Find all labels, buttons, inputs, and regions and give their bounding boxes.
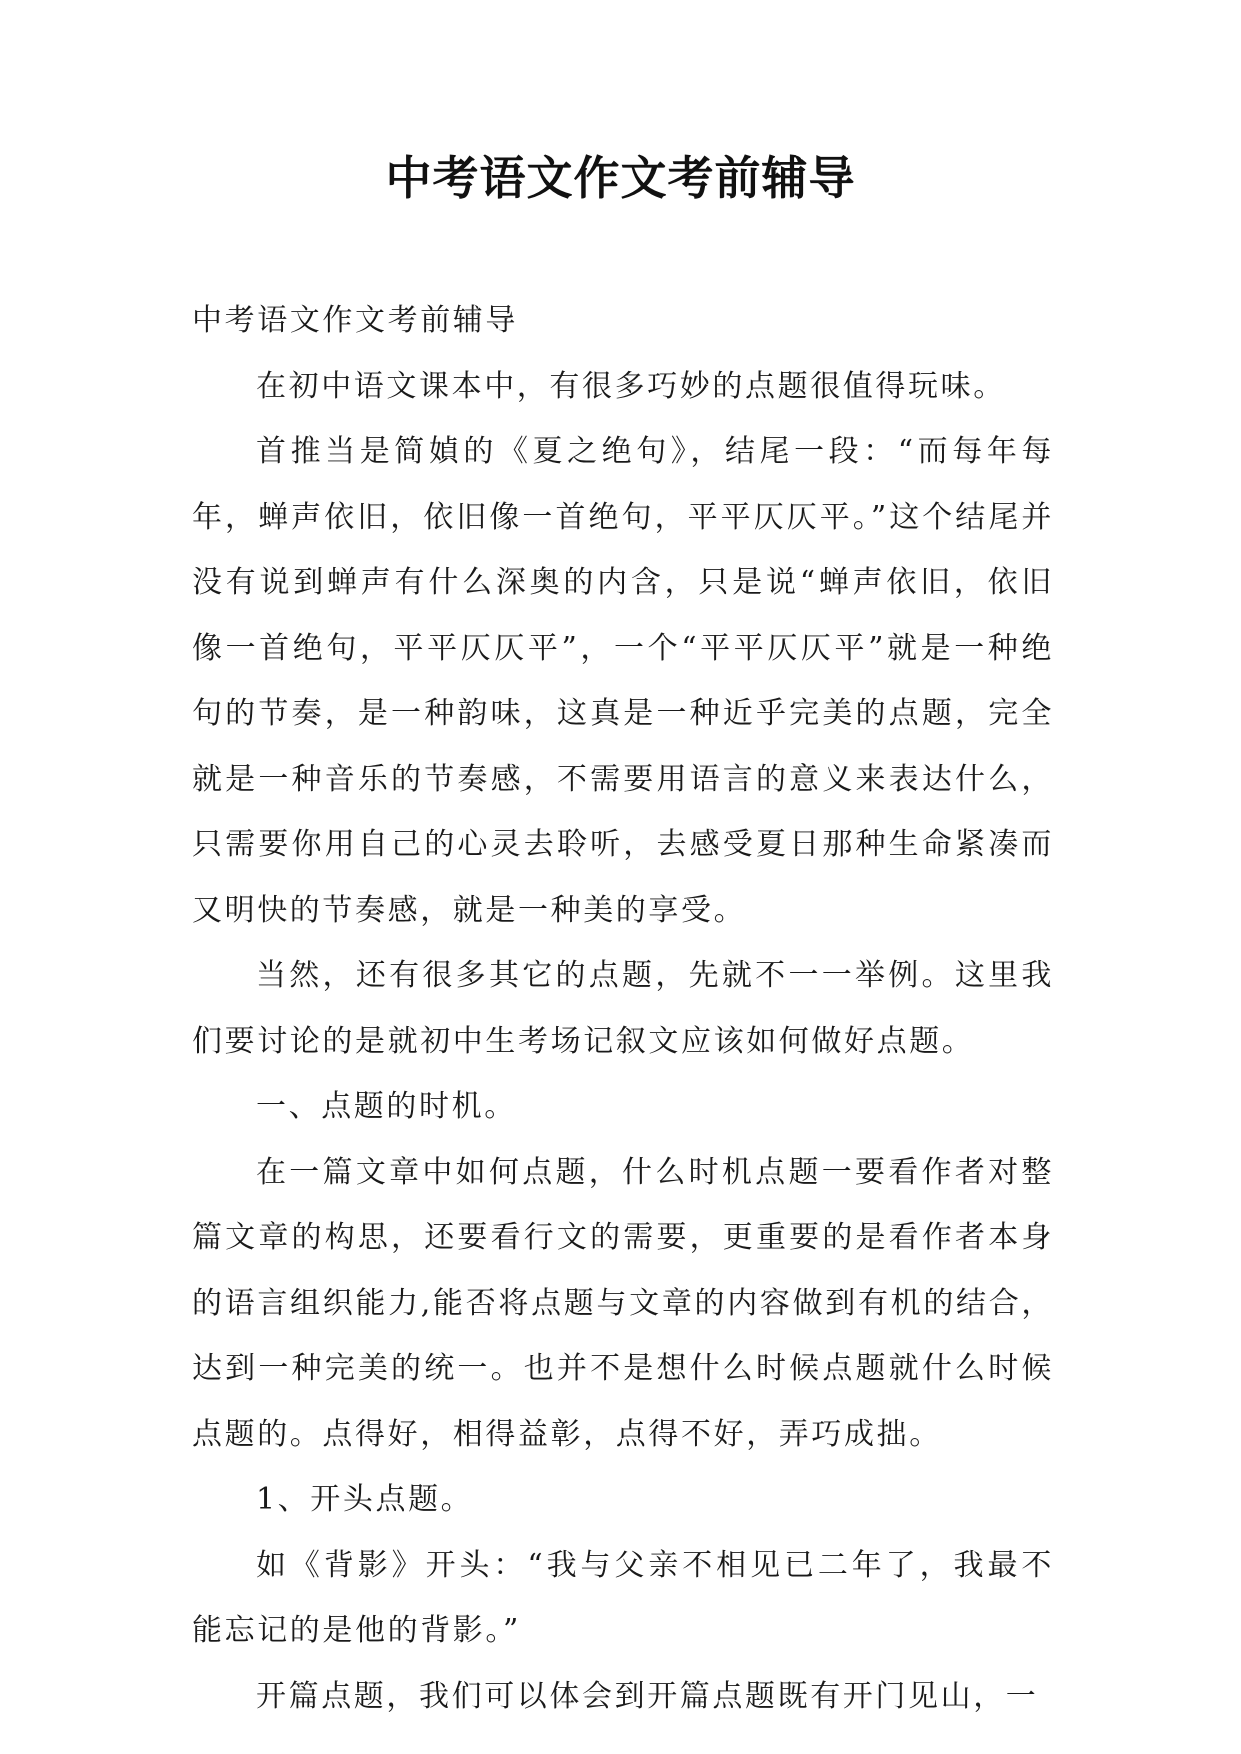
paragraph: 中考语文作文考前辅导 xyxy=(192,303,518,338)
paragraph: 当然，还有很多其它的点题，先就不一一举例。这里我们要讨论的是就初中生考场记叙文应该如何做好点题。 xyxy=(192,958,1054,1059)
document-title: 中考语文作文考前辅导 xyxy=(385,151,856,205)
paragraph: 1、开头点题。 xyxy=(256,1482,474,1517)
document-body xyxy=(192,288,1054,1729)
paragraph: 如《背影》开头：“我与父亲不相见已二年了，我最不能忘记的是他的背影。” xyxy=(192,1547,1054,1648)
paragraph: 在初中语文课本中，有很多巧妙的点题很值得玩味。 xyxy=(256,368,1006,404)
paragraph: 在一篇文章中如何点题，什么时机点题一要看作者对整篇文章的构思，还要看行文的需要，更重要的是看作者本身的语言组织能力,能否将点题与文章的内容做到有机的结合，达到一种完美的统一。也并不是想什么时候点题就什么时候点题的。点得好，相得益彰，点得不好，弄巧成拙。 xyxy=(192,1154,1054,1452)
paragraph: 开篇点题，我们可以体会到开篇点题既有开门见山，一 xyxy=(256,1678,1039,1714)
paragraph: 首推当是简媜的《夏之绝句》，结尾一段：“而每年每年，蝉声依旧，依旧像一首绝句，平平仄仄平。”这个结尾并没有说到蝉声有什么深奥的内含，只是说“蝉声依旧，依旧像一首绝句，平平仄仄平”，一个“平平仄仄平”就是一种绝句的节奏，是一种韵味，这真是一种近乎完美的点题，完全就是一种音乐的节奏感，不需要用语言的意义来表达什么，只需要你用自己的心灵去聆听，去感受夏日那种生命紧凑而又明快的节奏感，就是一种美的享受。 xyxy=(192,434,1054,928)
paragraph: 一、点题的时机。 xyxy=(256,1089,517,1124)
